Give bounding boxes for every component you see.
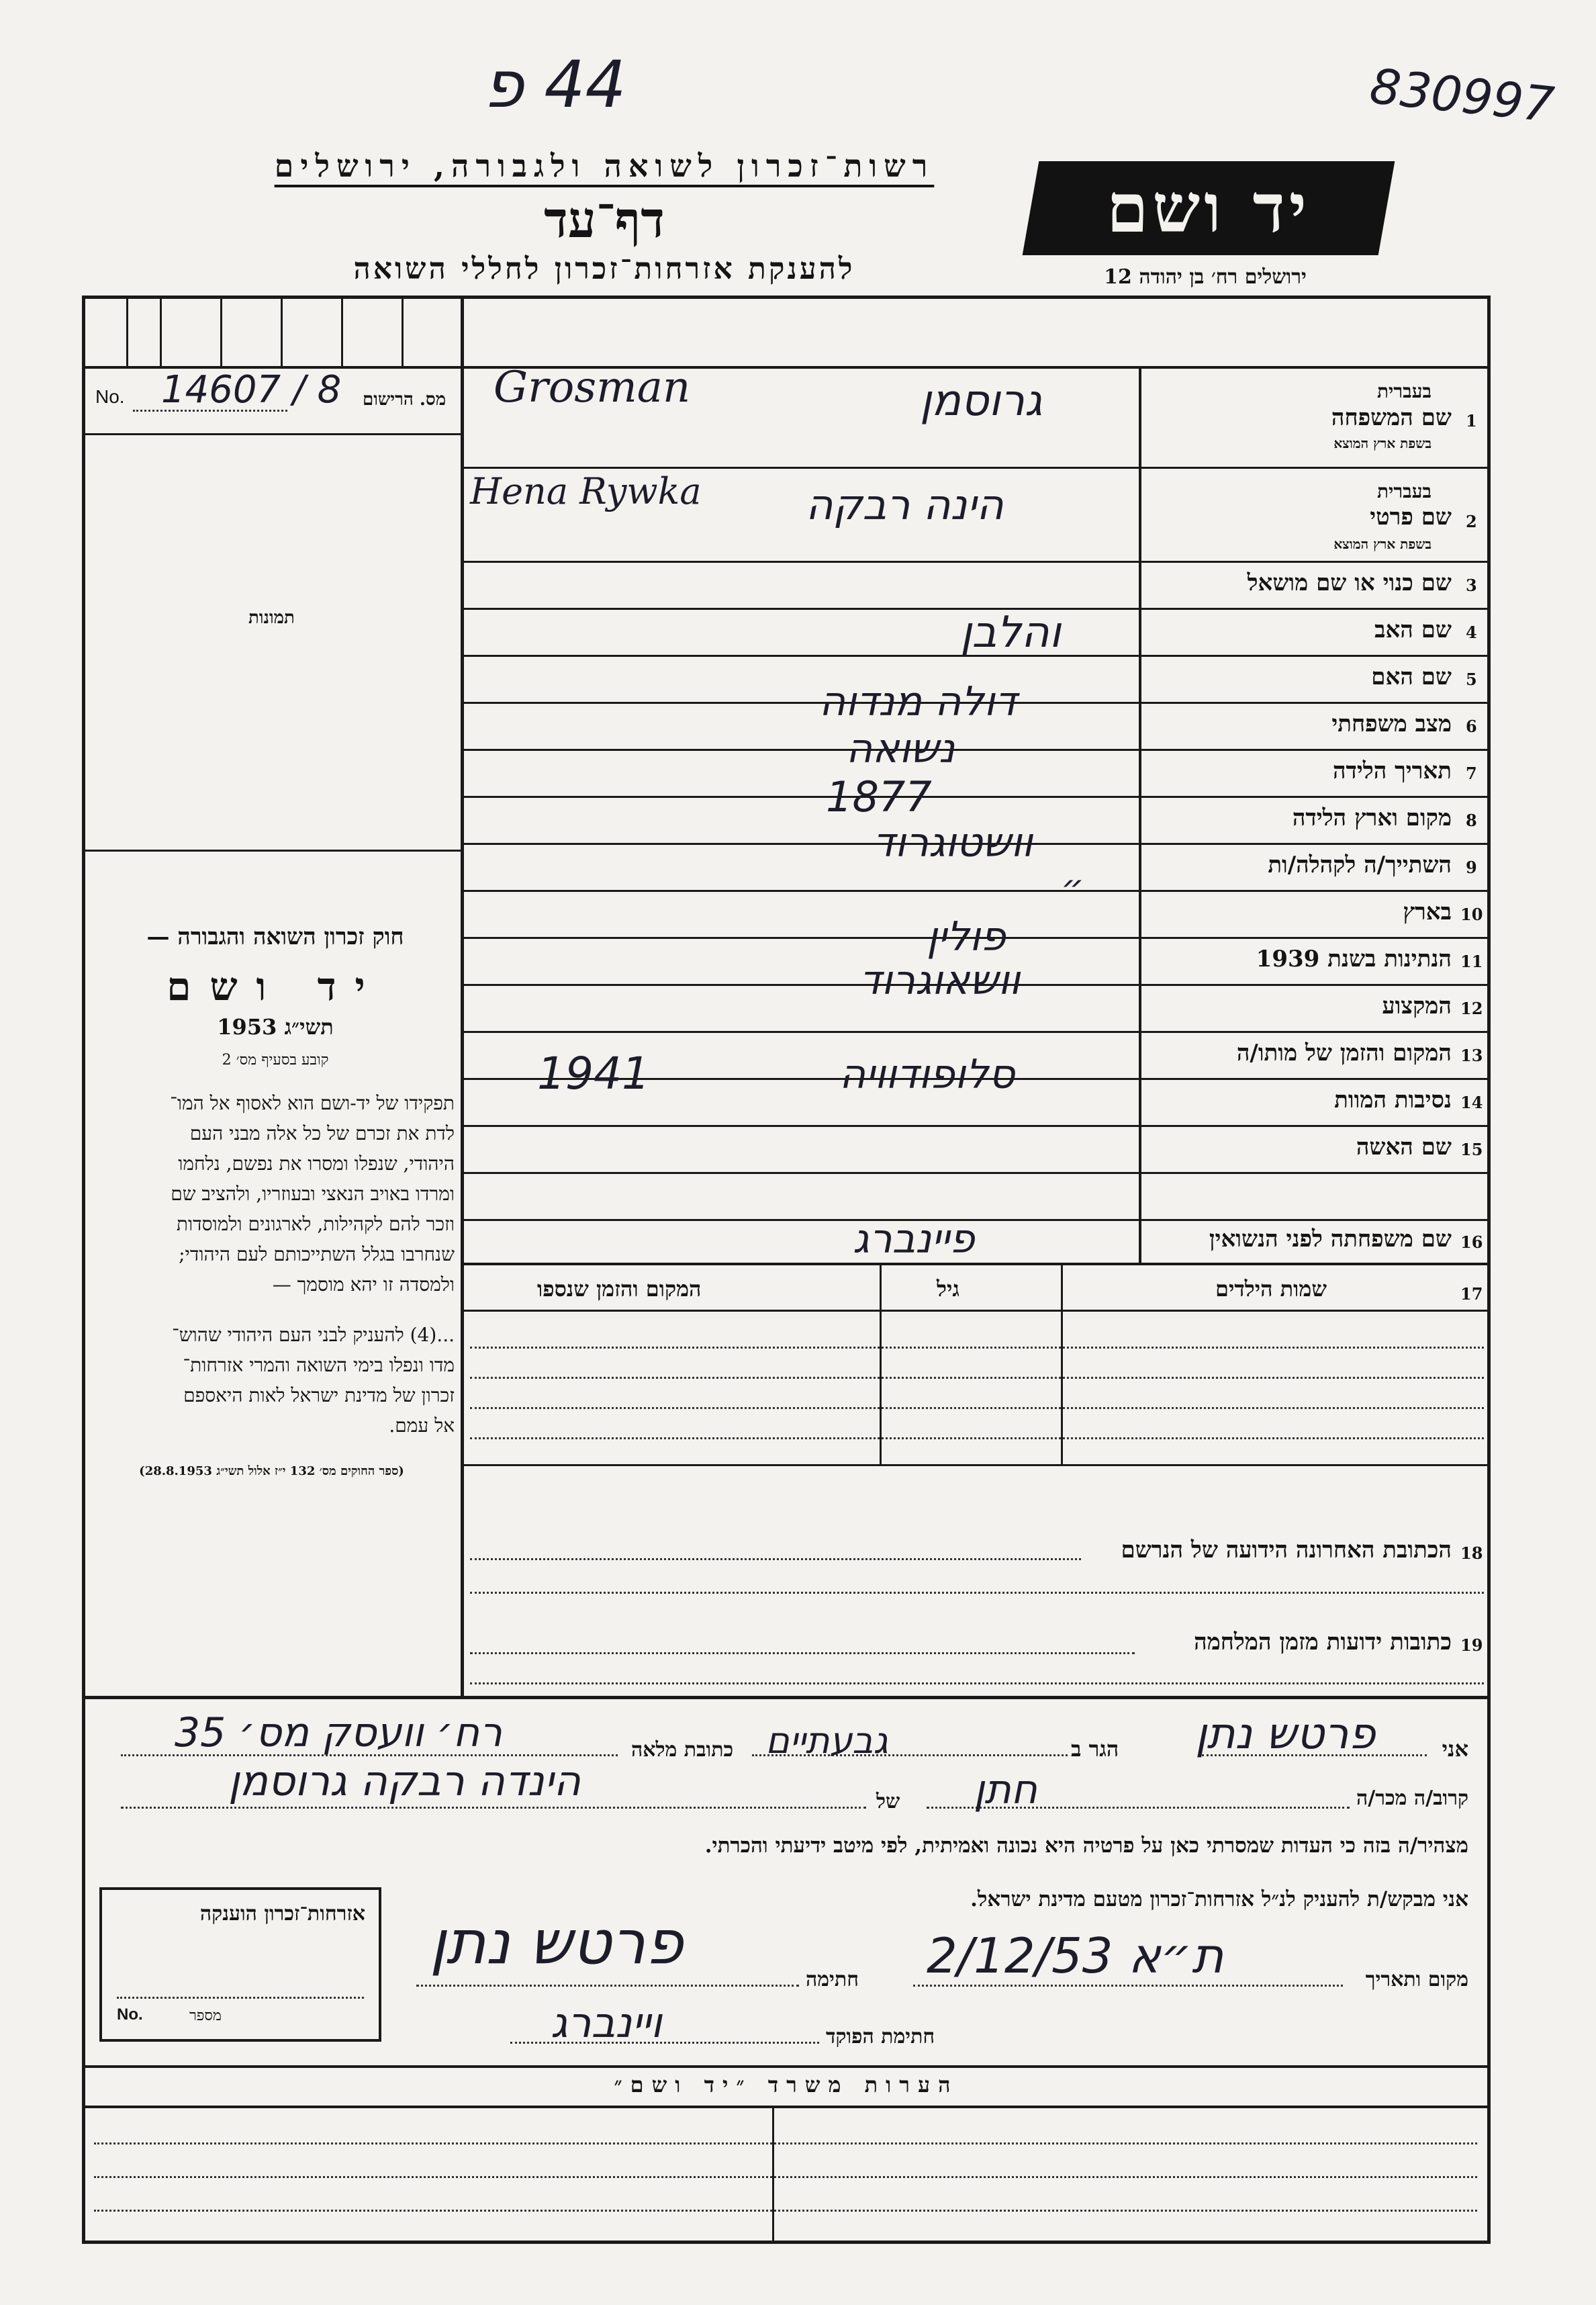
- field-11-label: הנתינות בשנת 1939: [1256, 946, 1452, 973]
- decl-place-date-value: ת״א 2/12/53: [927, 1928, 1224, 1984]
- field-19-number: 19: [1460, 1635, 1483, 1655]
- field-1-label: שם המשפחה: [1331, 404, 1452, 431]
- field-18-label: הכתובת האחרונה הידועה של הנרשם: [1121, 1537, 1452, 1564]
- field-12-number: 12: [1460, 999, 1483, 1018]
- field-4-label: שם האב: [1374, 617, 1452, 643]
- yad-vashem-logo: [1023, 161, 1395, 255]
- field-10-label: בארץ: [1403, 899, 1452, 925]
- decl-signature-value: פרטש נתן: [430, 1907, 684, 1978]
- field-18-number: 18: [1460, 1543, 1483, 1563]
- field-2-native-sub: בשפת ארץ המוצא: [1333, 536, 1431, 552]
- decl-relation-value: חתן: [974, 1766, 1037, 1813]
- field-4-value: והלבן: [960, 608, 1062, 658]
- decl-city-value: גבעתיים: [765, 1719, 888, 1762]
- field-5-value: דולה מנדוה: [819, 678, 1017, 725]
- law-title: חוק זכרון השואה והגבורה —: [146, 923, 404, 950]
- decl-ani: אני: [1442, 1736, 1468, 1762]
- field-7-label: תאריך הלידה: [1332, 758, 1452, 784]
- field-1-number: 1: [1466, 411, 1477, 431]
- law-line: לדת את זכרם של כל אלה מבני העם: [189, 1122, 455, 1144]
- field-2-hebrew-sub: בעברית: [1376, 480, 1431, 502]
- field-1-hebrew-sub: בעברית: [1376, 380, 1431, 402]
- stamp-no-heb: מספר: [189, 2007, 222, 2024]
- field-5-number: 5: [1466, 670, 1477, 689]
- law-line: וזכר להם לקהילות, לארגונים ולמוסדות: [176, 1213, 455, 1235]
- decl-clerk-label: חתימת הפוקד: [826, 2025, 935, 2048]
- field-10-value: פולין: [927, 913, 1006, 960]
- field-1-hebrew-value: גרוסמן: [920, 376, 1043, 426]
- photo-label: תמונות: [248, 608, 295, 628]
- logo-text: יד ושם: [1107, 169, 1311, 248]
- law-line: תפקידו של יד-ושם הוא לאסוף אל המו־: [170, 1092, 455, 1114]
- handwritten-top-number: 44 פ: [483, 47, 626, 122]
- archive-number: 830997: [1367, 57, 1557, 134]
- decl-statement-1: מצהיר/ה בזה כי העדות שמסרתי כאן על פרטיה היא נכונה ואמיתית, לפי מיטב ידיעתי והכרתי.: [704, 1834, 1468, 1858]
- field-13-year: 1941: [537, 1048, 650, 1099]
- children-header-names: שמות הילדים: [1215, 1276, 1327, 1302]
- field-1-native-value: Grosman: [494, 363, 691, 412]
- decl-of-label: של: [876, 1790, 900, 1813]
- stamp-title: אזרחות־זכרון הוענקה: [199, 1902, 365, 1926]
- field-13-place: סלופודוויה: [839, 1051, 1015, 1098]
- stamp-no-label: No.: [117, 2005, 143, 2024]
- field-16-number: 16: [1460, 1232, 1483, 1252]
- field-8-number: 8: [1466, 811, 1477, 830]
- field-14-number: 14: [1460, 1093, 1483, 1112]
- decl-clerk-value: ויינברג: [551, 1998, 662, 2047]
- law-line: מדו ונפלו בימי השואה והמרי אזרחות־: [183, 1354, 455, 1376]
- office-notes-title: הערות משרד ״יד ושם״: [614, 2072, 959, 2097]
- law-name: יד ושם: [167, 964, 384, 1009]
- decl-place-date-label: מקום ותאריך: [1365, 1968, 1468, 1991]
- decl-statement-2: אני מבקש/ת להעניק לנ״ל אזרחות־זכרון מטעם מדינת ישראל.: [970, 1887, 1468, 1911]
- field-6-value: נשואה: [846, 725, 955, 772]
- registration-no-label: No.: [95, 386, 125, 407]
- field-11-number: 11: [1460, 952, 1483, 971]
- field-1-native-sub: בשפת ארץ המוצא: [1333, 435, 1431, 451]
- left-column-divider: [461, 296, 464, 1698]
- field-5-label: שם האם: [1371, 664, 1452, 690]
- citizenship-stamp-box: [99, 1887, 381, 2042]
- field-9-label: השתייך/ה לקהלה/ות: [1268, 852, 1452, 878]
- field-13-label: המקום והזמן של מותו/ה: [1236, 1040, 1452, 1067]
- field-8-label: מקום וארץ הלידה: [1292, 805, 1452, 831]
- field-11-value: וושאוגרוד: [859, 957, 1021, 1004]
- registration-heb-label: מס. הרישום: [363, 390, 447, 410]
- field-19-label: כתובות ידועות מזמן המלחמה: [1194, 1629, 1452, 1656]
- form-subtitle: להענקת אזרחות־זכרון לחללי השואה: [353, 252, 855, 286]
- decl-address-value: רח׳ וועסק מס׳ 35: [175, 1709, 502, 1756]
- field-14-label: נסיבות המוות: [1334, 1087, 1452, 1114]
- field-16-value: פיינברג: [853, 1216, 975, 1263]
- field-15-label: שם האשה: [1356, 1134, 1452, 1161]
- law-line: זכרון של מדינת ישראל לאות היאספם: [183, 1384, 455, 1406]
- law-line: ומרדו באויב הנאצי ובעוזריו, ולהציב שם: [171, 1183, 455, 1205]
- law-line: אל עמם.: [389, 1414, 455, 1437]
- decl-relative-label: קרוב/ה מכר/ה: [1356, 1787, 1468, 1810]
- field-15-number: 15: [1460, 1140, 1483, 1159]
- law-line: ולמסדה זו יהא מוסמך —: [272, 1273, 455, 1296]
- field-7-number: 7: [1466, 764, 1477, 783]
- field-2-native-value: Hena Rywka: [470, 470, 702, 512]
- field-7-value: 1877: [826, 772, 932, 821]
- field-3-number: 3: [1466, 576, 1477, 595]
- law-line: היהודי, שנפלו ומסרו את נפשם, נלחמו: [178, 1152, 455, 1175]
- field-9-value: ״: [1061, 866, 1084, 909]
- field-6-label: מצב משפחתי: [1331, 711, 1452, 737]
- law-line: ...(4) להעניק לבני העם היהודי שהוש־: [172, 1324, 455, 1346]
- field-2-hebrew-value: הינה רבקה: [806, 480, 1004, 529]
- field-10-number: 10: [1460, 905, 1483, 924]
- label-column-divider: [1139, 366, 1141, 1263]
- field-6-number: 6: [1466, 717, 1477, 736]
- law-year: תשי״ג 1953: [217, 1014, 334, 1040]
- law-clause: קובע בסעיף מס׳ 2: [222, 1052, 329, 1069]
- field-3-label: שם כנוי או שם מושאל: [1247, 570, 1452, 596]
- field-8-value: וושטוגרוד: [873, 819, 1033, 866]
- registration-no-value: 14607 / 8: [161, 368, 342, 412]
- institution-address: ירושלים רח׳ בן יהודה 12: [1104, 265, 1307, 289]
- field-17-number: 17: [1460, 1284, 1483, 1304]
- field-16-label: שם משפחתה לפני הנשואין: [1209, 1226, 1452, 1253]
- law-footnote: (ספר החוקים מס׳ 132 י״ז אלול תשי״ג 28.8.1953): [139, 1464, 404, 1478]
- field-2-number: 2: [1466, 512, 1477, 531]
- field-2-label: שם פרטי: [1370, 504, 1452, 531]
- decl-signature-label: חתימה: [806, 1968, 859, 1991]
- authority-title: רשות־זכרון לשואה ולגבורה, ירושלים: [274, 148, 935, 184]
- field-13-number: 13: [1460, 1046, 1483, 1065]
- decl-dwelling: הגר ב: [1071, 1736, 1119, 1762]
- field-9-number: 9: [1466, 858, 1477, 877]
- children-header-age: גיל: [937, 1276, 959, 1302]
- decl-of-value: הינדה רבקה גרוסמן: [228, 1756, 581, 1805]
- law-body: [89, 1088, 455, 1441]
- children-header-place-time: המקום והזמן שנספו: [537, 1276, 702, 1302]
- law-line: שנחרבו בגלל השתייכותם לעם היהודי;: [179, 1243, 455, 1265]
- decl-name-value: פרטש נתן: [1195, 1709, 1376, 1759]
- field-4-number: 4: [1466, 623, 1477, 642]
- form-title: דף־עד: [544, 191, 665, 249]
- decl-address-label: כתובת מלאה: [631, 1738, 734, 1762]
- field-12-label: המקצוע: [1382, 993, 1452, 1020]
